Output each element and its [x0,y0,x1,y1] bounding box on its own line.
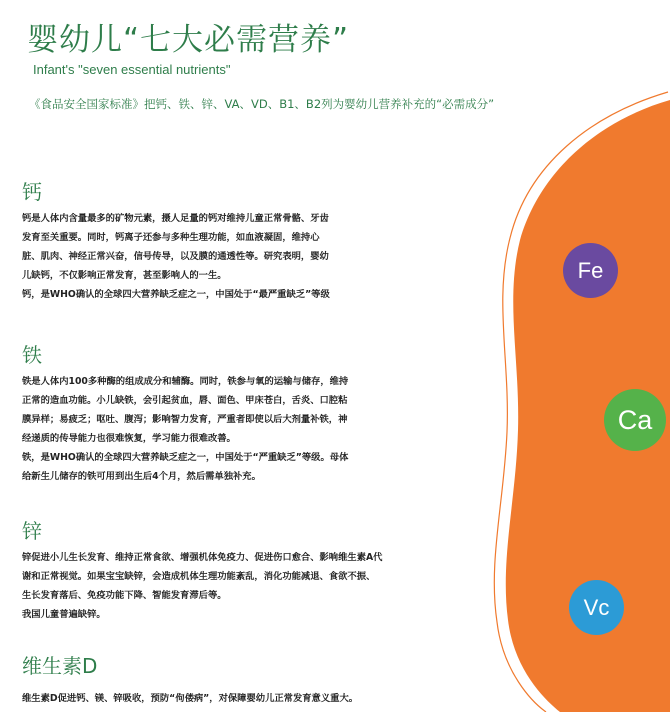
section-body-vitamin-d [22,689,462,708]
text-line: 锌促进小儿生长发育、维持正常食欲、增强机体免疫力、促进伤口愈合、影响维生素A代 [22,552,383,563]
text-line: 钙是人体内含量最多的矿物元素，摄人足量的钙对维持儿童正常骨骼、牙齿 [22,213,329,224]
section-body-calcium [22,209,462,304]
page-title: 婴幼儿“七大必需营养” [27,22,350,58]
vc-badge: Vc [569,580,624,635]
text-line: 正常的造血功能。小儿缺铁，会引起贫血，唇、面色、甲床苍白，舌炎、口腔粘 [22,395,348,406]
section-title-zinc: 锌 [22,519,42,543]
text-line: 铁是人体内100多种酶的组成成分和辅酶。同时，铁参与氧的运输与储存，维持 [22,376,349,387]
text-line: 膜异样；易疲乏；呕吐、腹泻；影响智力发育，严重者即使以后大剂量补铁，神 [22,414,348,425]
ca-badge: Ca [604,389,666,451]
section-title-calcium: 钙 [22,180,42,204]
text-line: 给新生儿储存的铁可用到出生后4个月，然后需单独补充。 [22,471,261,482]
text-line: 谢和正常视觉。如果宝宝缺锌，会造成机体生理功能紊乱，消化功能减退、食欲不振、 [22,571,376,582]
page-subtitle: Infant's "seven essential nutrients" [33,62,231,77]
text-line: 我国儿童普遍缺锌。 [22,609,106,620]
text-line: 发育至关重要。同时，钙离子还参与多种生理功能，如血液凝固，维持心 [22,232,320,243]
section-title-vitamin-d: 维生素D [22,654,98,678]
text-line: 钙，是WHO确认的全球四大营养缺乏症之一，中国处于“最严重缺乏”等级 [22,289,330,300]
intro-text: 《食品安全国家标准》把钙、铁、锌、VA、VD、B1、B2列为婴幼儿营养补充的“必需成分” [29,97,495,111]
text-line: 生长发育落后、免疫功能下降、智能发育滞后等。 [22,590,227,601]
text-line: 经递质的传导能力也很难恢复，学习能力很难改善。 [22,433,236,444]
text-line: 维生素D促进钙、镁、锌吸收，预防“佝偻病”，对保障婴幼儿正常发育意义重大。 [22,693,359,704]
fe-badge: Fe [563,243,618,298]
text-line: 儿缺钙，不仅影响正常发育，甚至影响人的一生。 [22,270,227,281]
section-body-zinc [22,548,462,624]
section-title-iron: 铁 [22,343,42,367]
text-line: 脏、肌肉、神经正常兴奋，信号传导，以及膜的通透性等。研究表明，婴幼 [22,251,329,262]
text-line: 铁，是WHO确认的全球四大营养缺乏症之一，中国处于“严重缺乏”等级。母体 [22,452,349,463]
section-body-iron [22,372,462,486]
